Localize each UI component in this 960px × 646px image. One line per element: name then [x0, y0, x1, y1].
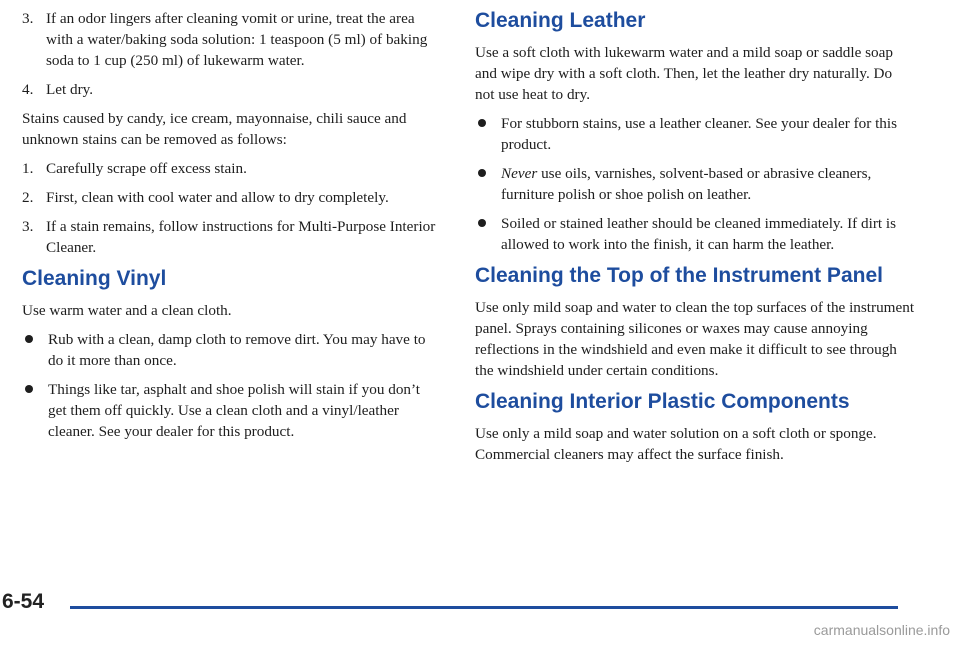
bullet-icon — [478, 119, 486, 127]
leather-intro: Use a soft cloth with lukewarm water and a mild soap or saddle soap and wipe dry with a soft cloth. Then, let the leather dry naturally. Do not use heat to dry. — [475, 44, 893, 103]
bullet-icon — [478, 219, 486, 227]
vinyl-bullet-1 — [22, 329, 442, 371]
watermark: carmanualsonline.info — [813, 622, 950, 638]
stain-step-2 — [22, 187, 442, 208]
step-text: First, clean with cool water and allow to dry completely. — [46, 189, 389, 206]
leather-bullet-3 — [475, 213, 915, 255]
step-text: If an odor lingers after cleaning vomit or urine, treat the area with a water/baking soda solution: 1 teaspoon (5 ml) of baking soda to 1 cup (250 ml) of lukewarm water. — [46, 10, 428, 69]
footer-rule — [70, 606, 898, 609]
leather-bullet-2 — [475, 163, 915, 205]
cleaning-vinyl-heading: Cleaning Vinyl — [22, 267, 167, 290]
vinyl-intro: Use warm water and a clean cloth. — [22, 302, 232, 319]
bullet-text: For stubborn stains, use a leather cleaner. See your dealer for this product. — [501, 115, 898, 153]
step-text: If a stain remains, follow instructions for Multi-Purpose Interior Cleaner. — [46, 218, 436, 256]
instrument-panel-body: Use only mild soap and water to clean the top surfaces of the instrument panel. Sprays containing silicones or waxes may cause annoying reflections in the windshield and even make it difficult to see through the windshield under certain conditions. — [475, 299, 915, 379]
bullet-text: Soiled or stained leather should be cleaned immediately. If dirt is allowed to work into the finish, it can harm the leather. — [501, 215, 897, 253]
step-number: 1. — [22, 160, 34, 177]
step-number: 2. — [22, 189, 34, 206]
odor-step-4 — [22, 79, 442, 100]
left-column — [22, 8, 442, 450]
bullet-text — [501, 165, 871, 203]
stain-step-1 — [22, 158, 442, 179]
step-number: 4. — [22, 81, 34, 98]
right-column — [475, 8, 915, 473]
odor-step-3 — [22, 8, 442, 71]
never-emphasis: Never — [501, 165, 538, 182]
stain-step-3 — [22, 216, 442, 258]
step-text: Carefully scrape off excess stain. — [46, 160, 247, 177]
cleaning-leather-heading: Cleaning Leather — [475, 9, 646, 32]
plastic-components-heading: Cleaning Interior Plastic Components — [475, 390, 850, 413]
step-text: Let dry. — [46, 81, 94, 98]
step-number: 3. — [22, 10, 34, 27]
bullet-text-rest: use oils, varnishes, solvent-based or abrasive cleaners, furniture polish or shoe polish on leather. — [501, 165, 872, 203]
plastic-components-body: Use only a mild soap and water solution on a soft cloth or sponge. Commercial cleaners may affect the surface finish. — [475, 425, 877, 463]
instrument-panel-heading: Cleaning the Top of the Instrument Panel — [475, 264, 883, 287]
stains-intro: Stains caused by candy, ice cream, mayonnaise, chili sauce and unknown stains can be removed as follows: — [22, 110, 407, 148]
leather-bullet-1 — [475, 113, 915, 155]
vinyl-bullet-2 — [22, 379, 442, 442]
bullet-text: Rub with a clean, damp cloth to remove dirt. You may have to do it more than once. — [48, 331, 426, 369]
bullet-text: Things like tar, asphalt and shoe polish will stain if you don’t get them off quickly. Use a clean cloth and a vinyl/leather cleaner. See your dealer for this product. — [48, 381, 421, 440]
page-number: 6-54 — [2, 590, 45, 613]
bullet-icon — [478, 169, 486, 177]
step-number: 3. — [22, 218, 34, 235]
bullet-icon — [25, 385, 33, 393]
bullet-icon — [25, 335, 33, 343]
